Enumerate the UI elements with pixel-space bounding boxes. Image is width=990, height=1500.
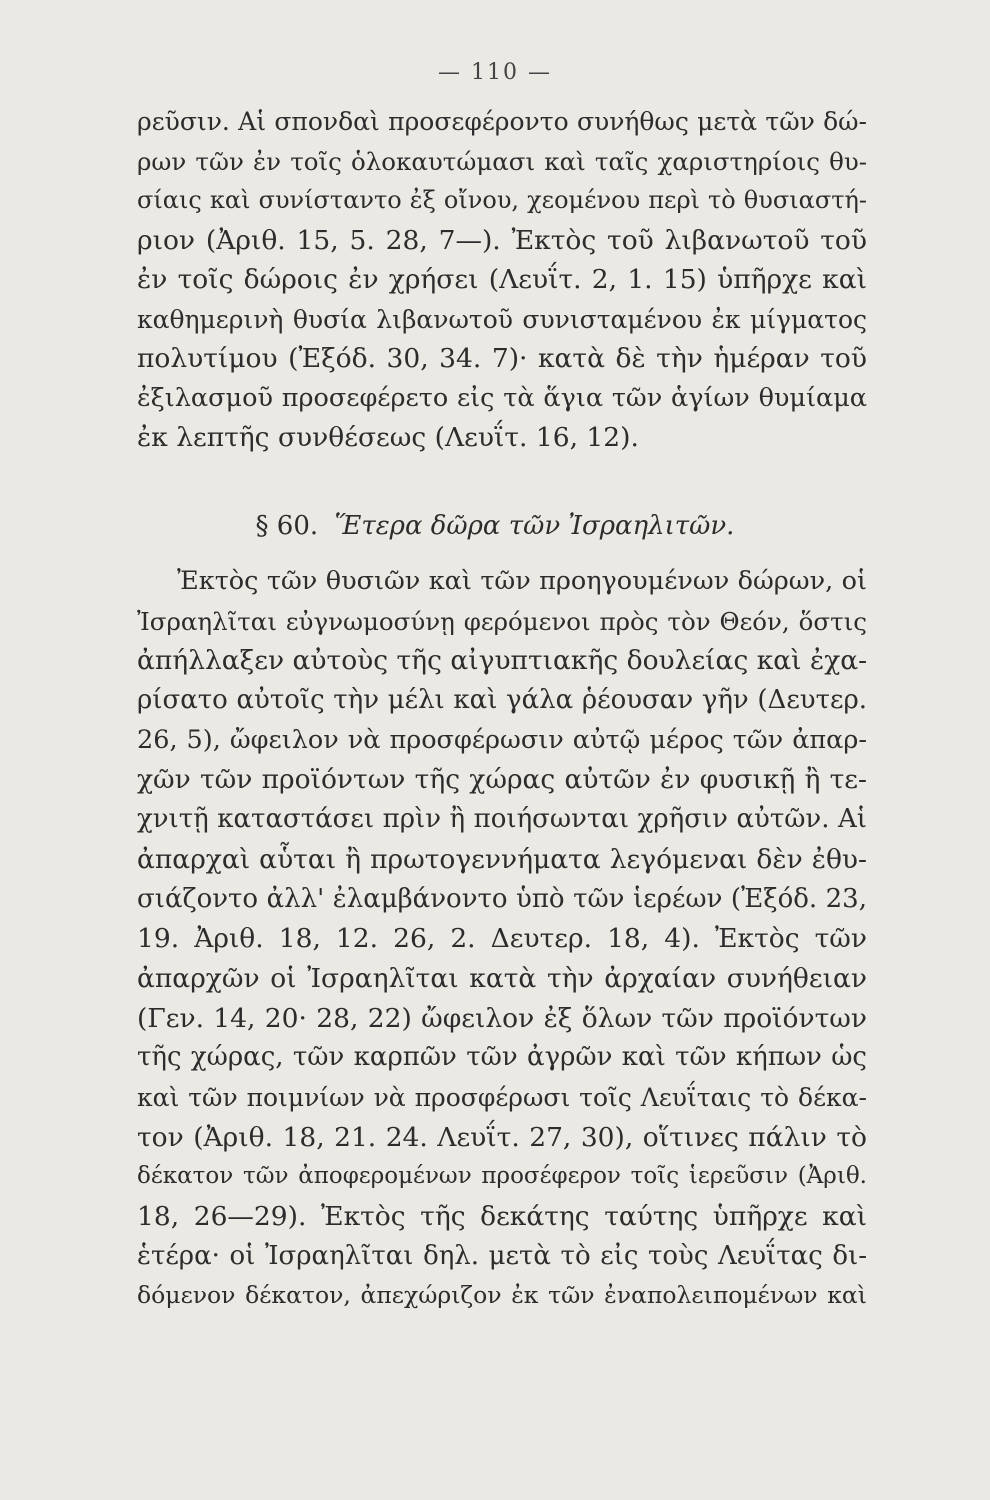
text-line: 19. Ἀριθ. 18, 12. 26, 2. Δευτερ. 18, 4). Ἐκτὸς τῶν bbox=[137, 923, 867, 955]
text-line: ρεῦσιν. Αἱ σπονδαὶ προσεφέροντο συνήθως μετὰ τῶν δώ- bbox=[137, 107, 867, 136]
text-line: ριον (Ἀριθ. 15, 5. 28, 7—). Ἐκτὸς τοῦ λιβανωτοῦ τοῦ bbox=[137, 224, 867, 256]
section-title: Ἕτερα δῶρα τῶν Ἰσραηλιτῶν. bbox=[334, 511, 735, 541]
text-line: χῶν τῶν προϊόντων τῆς χώρας αὐτῶν ἐν φυσικῇ ἢ τε- bbox=[137, 764, 867, 796]
text-line: ἀπαρχῶν οἱ Ἰσραηλῖται κατὰ τὴν ἀρχαίαν συνήθειαν bbox=[137, 962, 867, 994]
text-line: ἐκ λεπτῆς συνθέσεως (Λευΐτ. 16, 12). bbox=[137, 422, 639, 453]
section-number: § 60. bbox=[255, 511, 319, 541]
text-line: 18, 26—29). Ἐκτὸς τῆς δεκάτης ταύτης ὑπῆρχε καὶ bbox=[137, 1201, 867, 1232]
text-line: τῆς χώρας, τῶν καρπῶν τῶν ἀγρῶν καὶ τῶν κήπων ὡς bbox=[137, 1042, 867, 1073]
text-line: σίαις καὶ συνίσταντο ἐξ οἴνου, χεομένου περὶ τὸ θυσιαστή- bbox=[137, 186, 867, 214]
text-line: καθημερινὴ θυσία λιβανωτοῦ συνισταμένου ἐκ μίγματος bbox=[137, 304, 867, 334]
section-heading bbox=[0, 506, 990, 546]
text-line: ἀπαρχαὶ αὗται ἢ πρωτογεννήματα λεγόμεναι δὲν ἐθυ- bbox=[137, 843, 867, 875]
text-line: ἀπήλλαξεν αὐτοὺς τῆς αἰγυπτιακῆς δουλείας καὶ ἐχα- bbox=[137, 645, 868, 677]
text-line: ρίσατο αὐτοῖς τὴν μέλι καὶ γάλα ῥέουσαν γῆν (Δευτερ. bbox=[137, 685, 867, 716]
text-line: τον (Ἀριθ. 18, 21. 24. Λευΐτ. 27, 30), οἵτινες πάλιν τὸ bbox=[137, 1121, 867, 1153]
text-line: Ἰσραηλῖται εὐγνωμοσύνῃ φερόμενοι πρὸς τὸν Θεόν, ὅστις bbox=[137, 606, 867, 636]
text-line: δόμενον δέκατον, ἀπεχώριζον ἐκ τῶν ἐναπολειπομένων καὶ bbox=[137, 1281, 867, 1310]
text-line: δέκατον τῶν ἀποφερομένων προσέφερον τοῖς ἱερεῦσιν (Ἀριθ. bbox=[137, 1163, 867, 1190]
text-line: ἑτέρα· οἱ Ἰσραηλῖται δηλ. μετὰ τὸ εἰς τοὺς Λευΐτας δι- bbox=[137, 1240, 867, 1271]
text-line: ρων τῶν ἐν τοῖς ὁλοκαυτώμασι καὶ ταῖς χαριστηρίοις θυ- bbox=[137, 146, 867, 176]
paragraph-2 bbox=[137, 562, 867, 1316]
text-line: καὶ τῶν ποιμνίων νὰ προσφέρωσι τοῖς Λευΐταις τὸ δέκα- bbox=[137, 1082, 867, 1112]
paragraph-1 bbox=[137, 102, 867, 458]
text-line: Ἐκτὸς τῶν θυσιῶν καὶ τῶν προηγουμένων δώρων, οἱ bbox=[177, 566, 867, 596]
text-line: πολυτίμου (Ἐξόδ. 30, 34. 7)· κατὰ δὲ τὴν ἡμέραν τοῦ bbox=[137, 343, 867, 374]
text-line: σιάζοντο ἀλλ' ἐλαμβάνοντο ὑπὸ τῶν ἱερέων (Ἐξόδ. 23, bbox=[137, 883, 867, 914]
text-line: 26, 5), ὤφειλον νὰ προσφέρωσιν αὐτῷ μέρος τῶν ἀπαρ- bbox=[137, 724, 867, 755]
text-line: ἐξιλασμοῦ προσεφέρετο εἰς τὰ ἅγια τῶν ἁγίων θυμίαμα bbox=[137, 382, 867, 413]
text-line: χνιτῇ καταστάσει πρὶν ἢ ποιήσωνται χρῆσιν αὐτῶν. Αἱ bbox=[137, 804, 867, 835]
page-number: — 110 — bbox=[438, 60, 552, 85]
text-line: ἐν τοῖς δώροις ἐν χρήσει (Λευΐτ. 2, 1. 15) ὑπῆρχε καὶ bbox=[137, 264, 867, 295]
text-line: (Γεν. 14, 20· 28, 22) ὤφειλον ἐξ ὅλων τῶν προϊόντων bbox=[137, 1002, 867, 1034]
